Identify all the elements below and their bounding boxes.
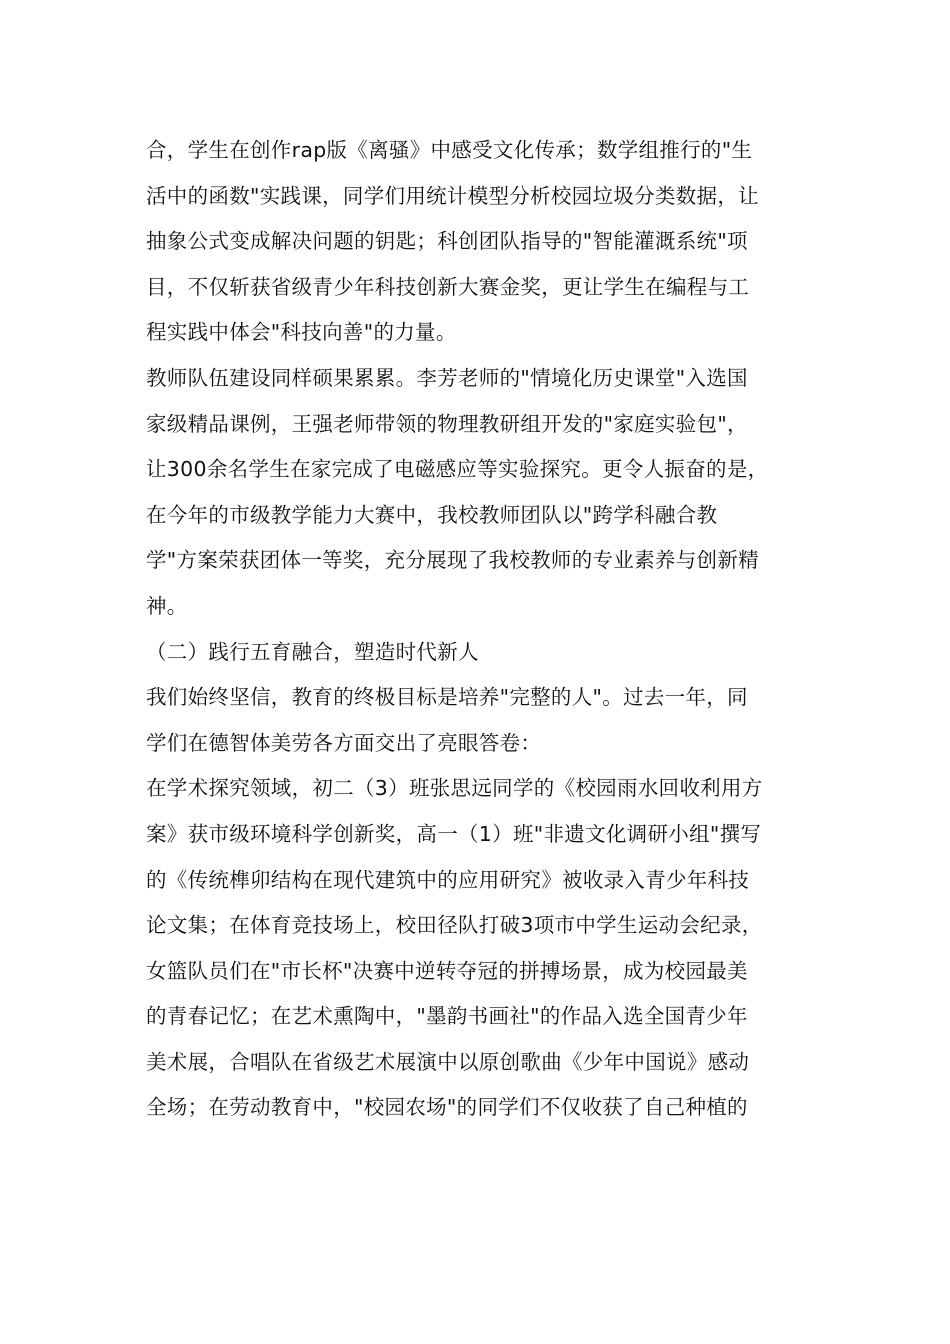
text-line: 程实践中体会"科技向善"的力量。: [146, 320, 457, 345]
text-line: 合，学生在创作rap版《离骚》中感受文化传承；数学组推行的"生: [146, 138, 753, 162]
text-line: 的青春记忆；在艺术熏陶中，"墨韵书画社"的作品入选全国青少年: [146, 1004, 748, 1029]
paragraph-teachers: [146, 356, 826, 630]
text-line: 美术展，合唱队在省级艺术展演中以原创歌曲《少年中国说》感动: [146, 1049, 750, 1074]
text-line: 全场；在劳动教育中，"校园农场"的同学们不仅收获了自己种植的: [146, 1095, 748, 1120]
text-line: 目，不仅斩获省级青少年科技创新大赛金奖，更让学生在编程与工: [146, 274, 750, 299]
text-line: 我们始终坚信，教育的终极目标是培养"完整的人"。过去一年，同: [146, 685, 748, 710]
text-line: 神。: [146, 593, 188, 618]
paragraph-achievements: [146, 766, 826, 1131]
text-line: 案》获市级环境科学创新奖，高一（1）班"非遗文化调研小组"撰写: [146, 821, 762, 846]
paragraph-curriculum: [146, 128, 826, 356]
text-line: 学"方案荣获团体一等奖，充分展现了我校教师的专业素养与创新精: [146, 548, 759, 573]
text-line: 在今年的市级教学能力大赛中，我校教师团队以"跨学科融合教: [146, 502, 718, 527]
text-line: 女篮队员们在"市长杯"决赛中逆转夺冠的拼搏场景，成为校园最美: [146, 958, 748, 983]
text-line: 家级精品课例，王强老师带领的物理教研组开发的"家庭实验包"，: [146, 411, 748, 436]
paragraph-belief: [146, 675, 826, 766]
document-page: [146, 128, 826, 1131]
text-line: 论文集；在体育竞技场上，校田径队打破3项市中学生运动会纪录，: [146, 913, 763, 938]
section-heading: （二）践行五育融合，塑造时代新人: [146, 639, 479, 664]
text-line: 学们在德智体美劳各方面交出了亮眼答卷：: [146, 730, 542, 755]
text-line: 在学术探究领域，初二（3）班张思远同学的《校园雨水回收利用方: [146, 776, 763, 801]
text-line: 教师队伍建设同样硕果累累。李芳老师的"情境化历史课堂"入选国: [146, 365, 748, 390]
text-line: 抽象公式变成解决问题的钥匙；科创团队指导的"智能灌溉系统"项: [146, 229, 748, 254]
text-line: 的《传统榫卯结构在现代建筑中的应用研究》被收录入青少年科技: [146, 867, 750, 892]
text-line: 让300余名学生在家完成了电磁感应等实验探究。更令人振奋的是，: [146, 457, 769, 482]
text-line: 活中的函数"实践课，同学们用统计模型分析校园垃圾分类数据，让: [146, 183, 759, 208]
